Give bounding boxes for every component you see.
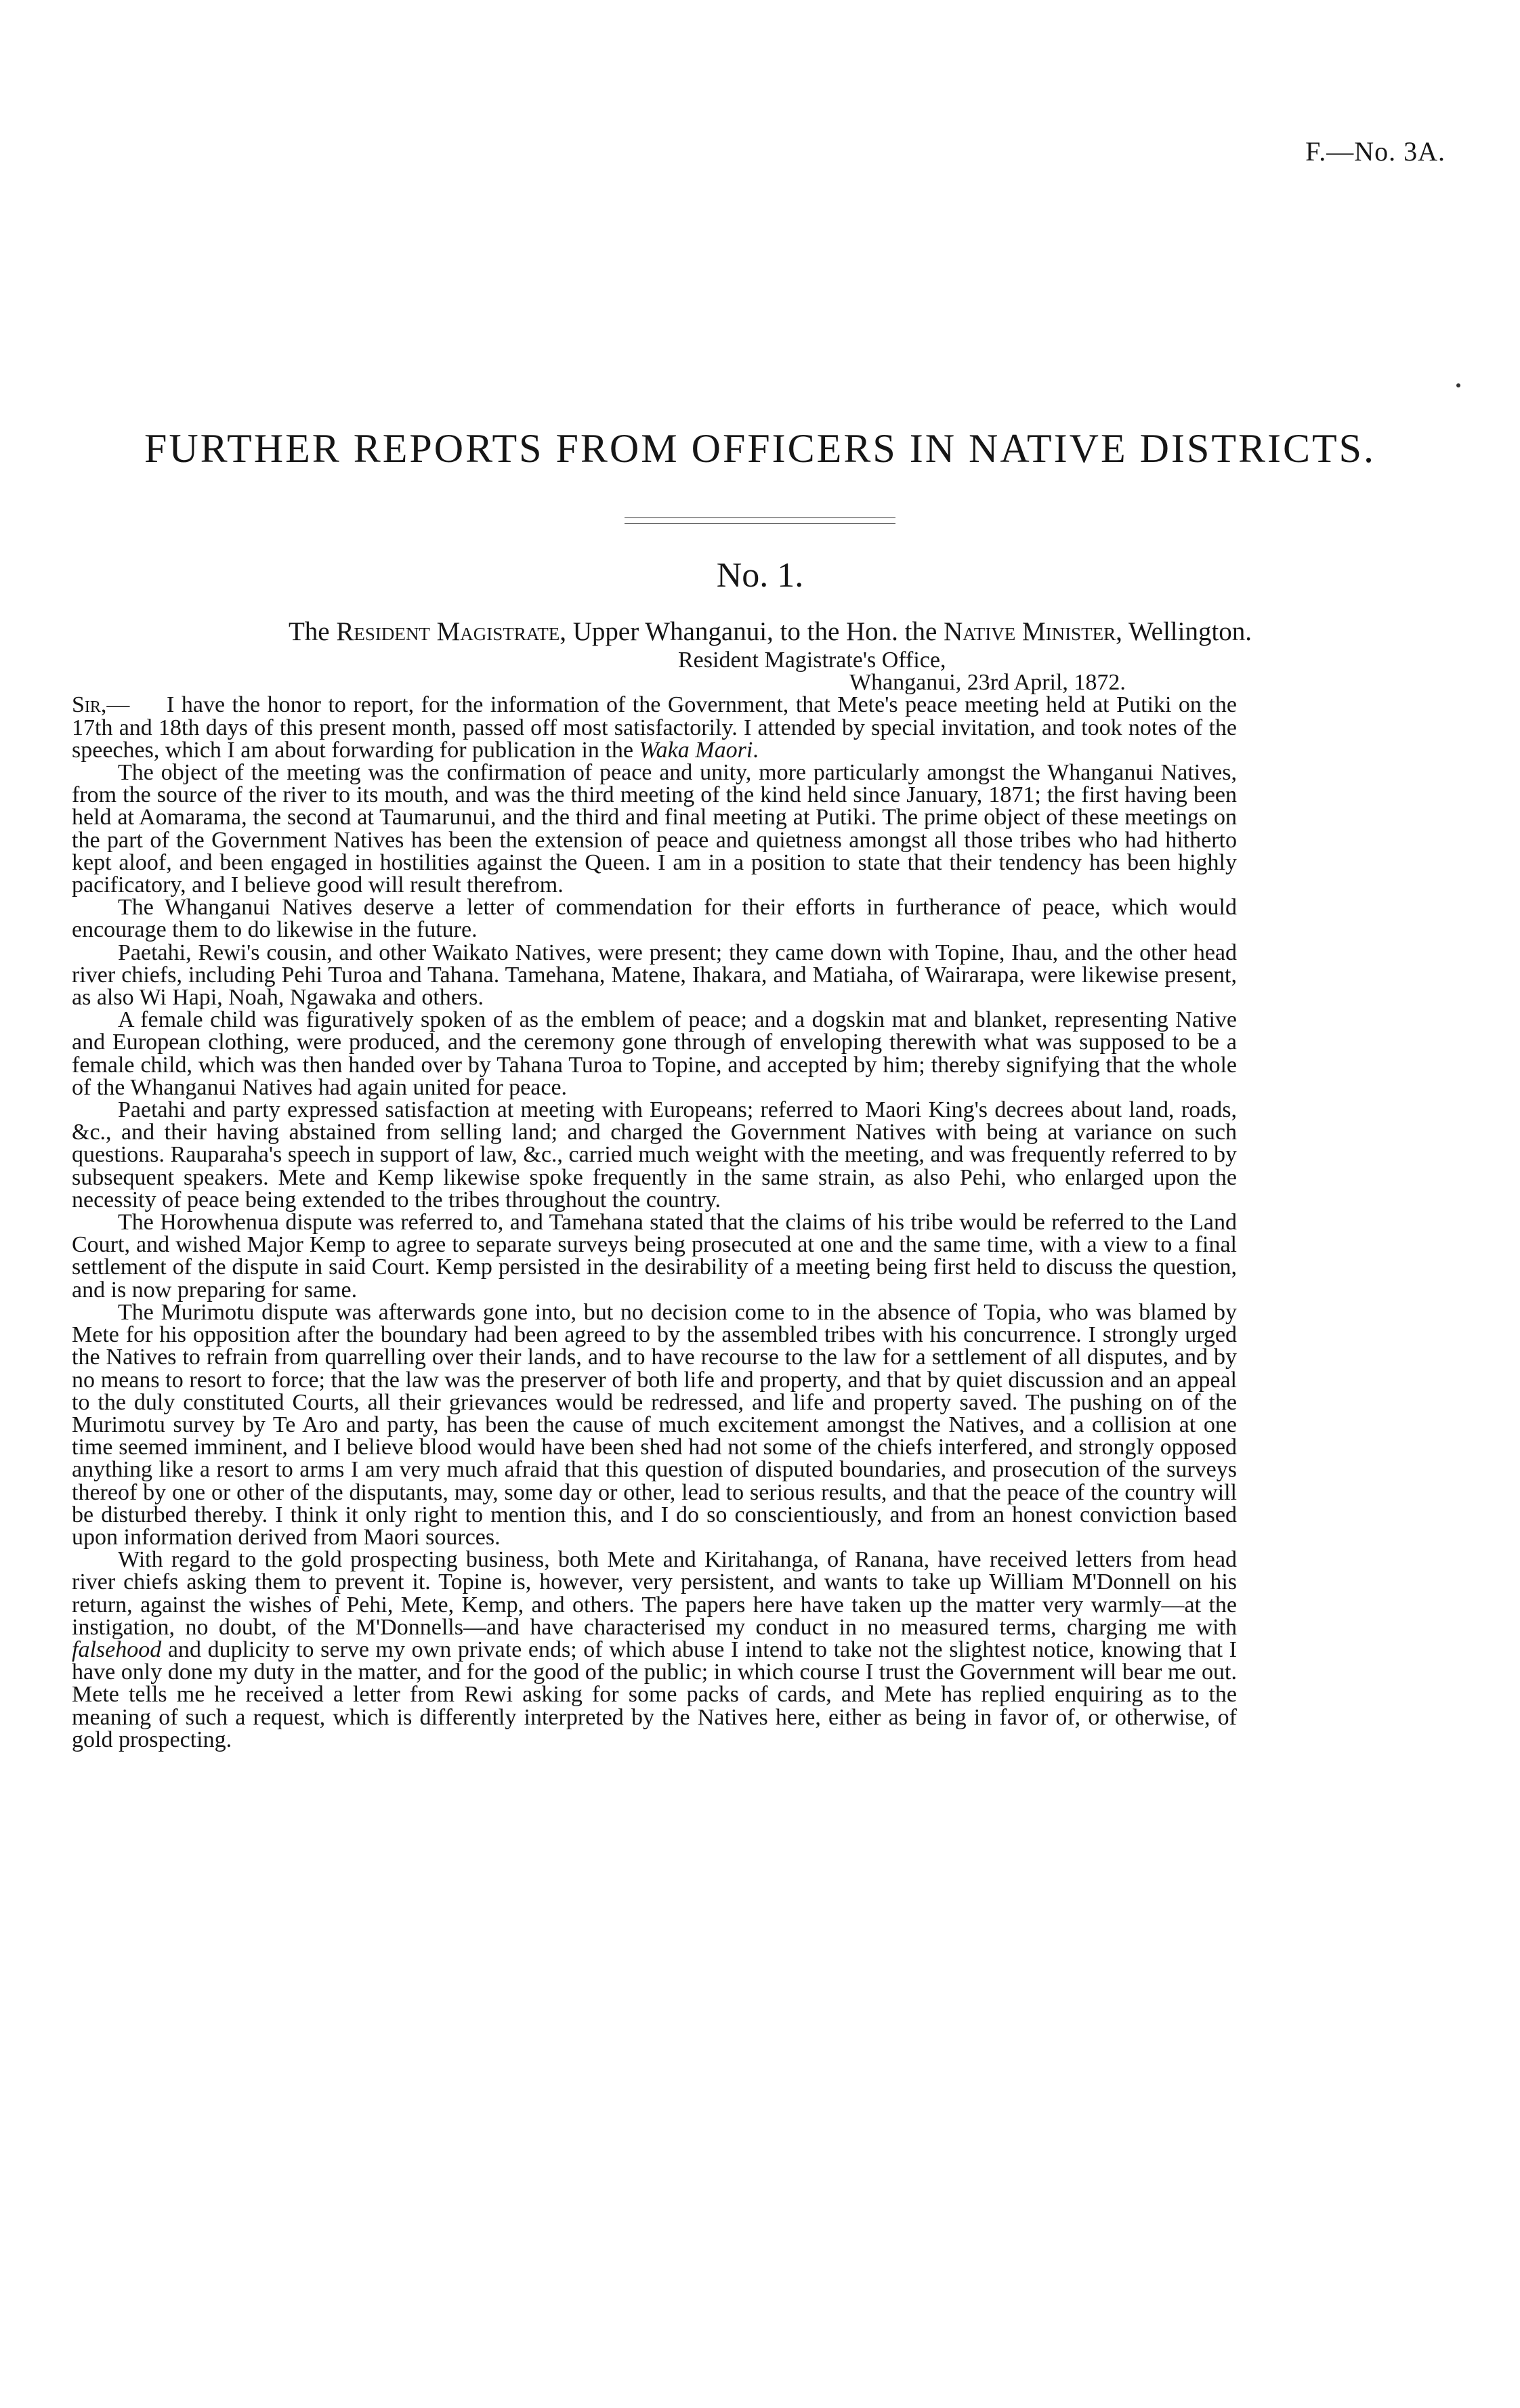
paragraph-7: The Horowhenua dispute was referred to, and Tamehana stated that the claims of his tribe would be referred to the Land Court, and wished Major Kemp to agree to separate surveys being prosecuted at one and the same time, with a view to a final settlement of the dispute in said Court. Kemp persisted in the desirability of a meeting being first held to discuss the question, and is now preparing for same. <box>72 1210 1237 1303</box>
address-recipient-place: , Wellington. <box>1116 617 1252 646</box>
paragraph-9-end: and duplicity to serve my own private ends; of which abuse I intend to take not the slightest notice, knowing that I have only done my duty in the matter, and for the good of the public; in which course I trust the Government will bear me out. Mete tells me he received a letter from Rewi asking for some packs of cards, and Mete has replied enquiring as to the meaning of such a request, which is differently interpreted by the Natives here, either as being in favor of, or otherwise, of gold prospecting. <box>72 1636 1237 1752</box>
page-reference: F.—No. 3A. <box>1305 136 1445 167</box>
title-divider-second <box>625 523 895 524</box>
letter-salutation: Sir,— <box>72 692 130 717</box>
address-sender-title: Resident Magistrate <box>336 617 560 646</box>
margin-mark <box>1456 383 1460 387</box>
paragraph-1 <box>72 694 1237 761</box>
letter-number: No. 1. <box>716 556 804 595</box>
address-recipient-title: Native Minister <box>944 617 1116 646</box>
paragraph-3: The Whanganui Natives deserve a letter of commendation for their efforts in furtherance of peace, which would encourage them to do likewise in the future. <box>72 895 1237 943</box>
document-title: FURTHER REPORTS FROM OFFICERS IN NATIVE DISTRICTS. <box>144 426 1376 471</box>
paragraph-5: A female child was figuratively spoken of as the emblem of peace; and a dogskin mat and blanket, representing Native and European clothing, were produced, and the ceremony gone through of enveloping therewith what was supposed to be a female child, which was then handed over by Tahana Turoa to Topine, and accepted by him; thereby signifying that the whole of the Whanganui Natives had again united for peace. <box>72 1007 1237 1100</box>
title-divider <box>625 517 895 518</box>
address-prefix: The <box>288 617 337 646</box>
paragraph-1-text: I have the honor to report, for the information of the Government, that Mete's peace meeting held at Putiki on the 17th and 18th days of this present month, passed off most satisfactorily. I attended by special invitation, and took notes of the speeches, which I am about forwarding for publication in the <box>72 692 1237 763</box>
paragraph-2: The object of the meeting was the confirmation of peace and unity, more particularly amongst the Whanganui Natives, from the source of the river to its mouth, and was the third meeting of the kind held since January, 1871; the first having been held at Aomarama, the second at Taumarunui, and the third and final meeting at Putiki. The prime object of these meetings on the part of the Government Natives has been the extension of peace and quietness amongst all those tribes who had hitherto kept aloof, and been engaged in hostilities against the Queen. I am in a position to state that their tendency has been highly pacificatory, and I believe good will result therefrom. <box>72 760 1237 898</box>
address-sender-place: , Upper Whanganui, to the Hon. the <box>560 617 944 646</box>
paragraph-9-text: With regard to the gold prospecting business, both Mete and Kiritahanga, of Ranana, have received letters from head river chiefs asking them to prevent it. Topine is, however, very persistent, and wants to take up William M'Donnell on his return, against the wishes of Pehi, Mete, Kemp, and others. The papers here have taken up the matter very warmly—at the instigation, no doubt, of the M'Donnells—and have characterised my conduct in no measured terms, charging me with <box>72 1547 1237 1640</box>
paragraph-8: The Murimotu dispute was afterwards gone into, but no decision come to in the absence of Topia, who was blamed by Mete for his opposition after the boundary had been agreed to by the assembled tribes with his concurrence. I strongly urged the Natives to refrain from quarrelling over their lands, and to have recourse to the law for a settlement of all disputes, and by no means to resort to force; that the law was the preserver of both life and property, and that by quiet discussion and an appeal to the duly constituted Courts, all their grievances would be redressed, and life and property saved. The pushing on of the Murimotu survey by Te Aro and party, has been the cause of much excitement amongst the Natives, and a collision at one time seemed imminent, and I believe blood would have been shed had not some of the chiefs interfered, and strongly opposed anything like a resort to arms I am very much afraid that this question of disputed boundaries, and prosecution of the surveys thereof by one or other of the disputants, may, some day or other, lead to serious results, and that the peace of the country will be disturbed thereby. I think it only right to mention this, and I do so conscientiously, and from an honest conviction based upon information derived from Maori sources. <box>72 1299 1237 1550</box>
letter-place-date: Whanganui, 23rd April, 1872. <box>849 670 1126 696</box>
paragraph-1-newspaper-name: Waka Maori <box>639 737 753 763</box>
paragraph-4: Paetahi, Rewi's cousin, and other Waikato Natives, were present; they came down with Topine, Ihau, and the other head river chiefs, including Pehi Turoa and Tahana. Tamehana, Matene, Ihakara, and Matiaha, of Wairarapa, were likewise present, as also Wi Hapi, Noah, Ngawaka and others. <box>72 939 1237 1011</box>
paragraph-9-italic: falsehood <box>72 1636 162 1662</box>
paragraph-9 <box>72 1548 1237 1751</box>
letter-body <box>72 649 1237 1751</box>
letter-office: Resident Magistrate's Office, <box>678 648 946 673</box>
paragraph-6: Paetahi and party expressed satisfaction at meeting with Europeans; referred to Maori King's decrees about land, roads, &c., and their having abstained from selling land; and charged the Government Natives with being at variance on such questions. Rauparaha's speech in support of law, &c., carried much weight with the meeting, and was frequently referred to by subsequent speakers. Mete and Kemp likewise spoke frequently in the same strain, as also Pehi, who enlarged upon the necessity of peace being extended to the tribes throughout the country. <box>72 1097 1237 1212</box>
letter-address <box>89 616 1451 647</box>
paragraph-1-end: . <box>753 737 759 763</box>
